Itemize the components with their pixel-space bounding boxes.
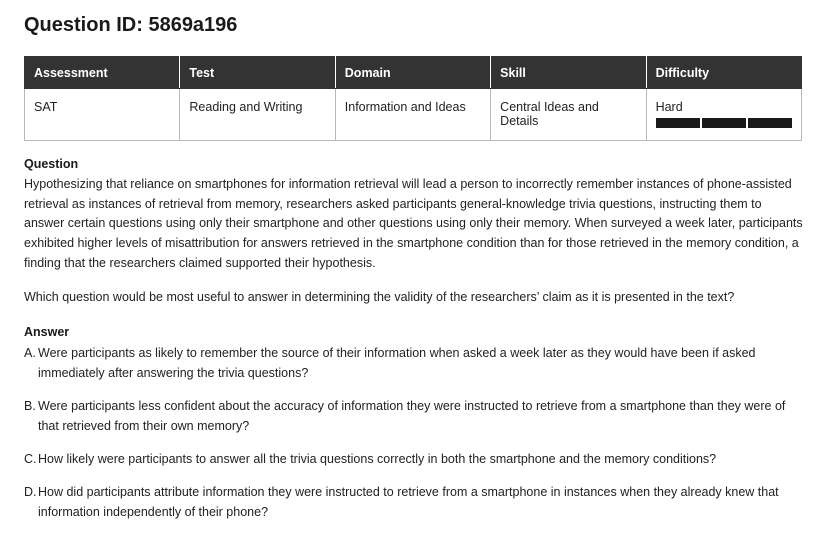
value-test: Reading and Writing (180, 89, 335, 141)
value-difficulty: Hard (655, 100, 683, 114)
answer-option-c (24, 449, 804, 469)
question-prompt: Which question would be most useful to answer in determining the validity of the researchers’ claim as it is presented in the text? (24, 290, 735, 304)
option-text: Were participants less confident about the accuracy of information they were instructed to retrieve from a smartphone than they were of that retrieved from their own memory? (38, 399, 786, 433)
option-text: How likely were participants to answer all the trivia questions correctly in both the smartphone and the memory conditions? (38, 452, 717, 466)
header-difficulty: Difficulty (646, 57, 801, 89)
answer-option-d (24, 482, 804, 522)
option-letter: C. (24, 452, 37, 466)
page-title: Question ID: 5869a196 (24, 14, 238, 36)
value-assessment: SAT (25, 89, 180, 141)
meta-header-row (25, 57, 802, 89)
answer-option-b (24, 396, 804, 436)
answer-option-a (24, 343, 804, 383)
answer-options-list (24, 343, 804, 535)
option-text: How did participants attribute information they were instructed to retrieve from a smartphone in instances when they already knew that information independently of their phone? (38, 485, 779, 519)
difficulty-bar-3 (748, 118, 792, 128)
difficulty-bar-2 (702, 118, 746, 128)
header-skill: Skill (491, 57, 646, 89)
difficulty-bar-1 (656, 118, 700, 128)
value-difficulty-cell (646, 89, 801, 141)
question-meta-table (24, 56, 802, 141)
question-passage: Hypothesizing that reliance on smartphones for information retrieval will lead a person to incorrectly remember instances of phone-assisted retrieval as instances of retrieval from memory, researchers asked participants general-knowledge trivia questions, instructing them to answer certain questions using only their smartphone and other questions using only their memory. When surveyed a week later, participants exhibited higher levels of misattribution for answers retrieved in the smartphone condition than for those retrieved in the memory condition, a finding that the researchers claimed supported their hypothesis. (24, 177, 803, 270)
value-domain: Information and Ideas (335, 89, 490, 141)
meta-value-row (25, 89, 802, 141)
question-heading: Question (24, 157, 79, 171)
option-letter: D. (24, 485, 37, 499)
value-skill: Central Ideas and Details (491, 89, 646, 141)
header-test: Test (180, 57, 335, 89)
difficulty-meter (656, 118, 792, 128)
option-letter: B. (24, 399, 36, 413)
option-text: Were participants as likely to remember the source of their information when asked a week later as they would have been if asked immediately after answering the trivia questions? (38, 346, 756, 380)
header-assessment: Assessment (25, 57, 180, 89)
header-domain: Domain (335, 57, 490, 89)
option-letter: A. (24, 346, 36, 360)
answer-heading: Answer (24, 325, 70, 339)
